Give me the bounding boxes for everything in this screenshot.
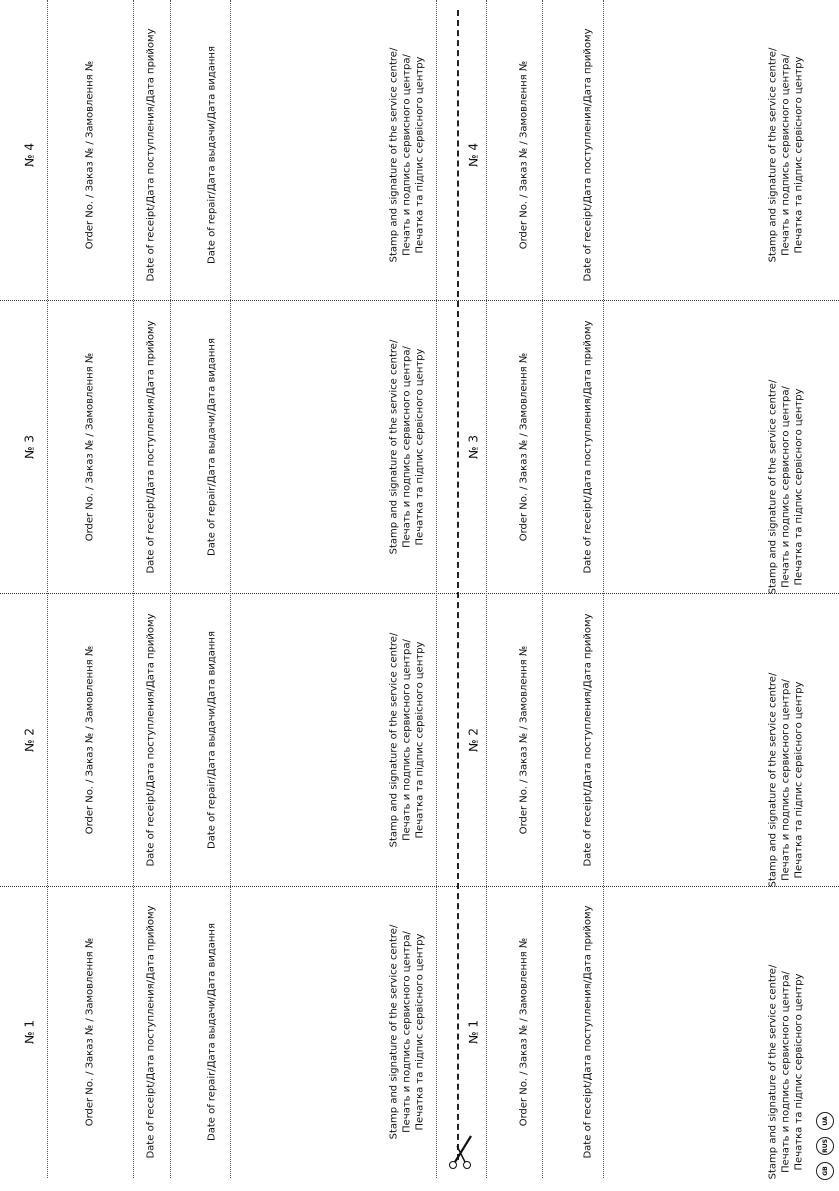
stamp-line: Печатка та підпис сервісного центру [414,641,426,839]
date-repair-label: Date of repair/Дата выдачи/Дата видання [206,338,218,556]
date-repair-label: Date of repair/Дата выдачи/Дата видання [206,631,218,849]
stamp-line: Печать и подпись сервисного центра/ [780,54,792,256]
date-receipt-label: Date of receipt/Дата поступления/Дата прийому [145,613,157,867]
stamp-line: Stamp and signature of the service centre/ [767,379,779,595]
stamp-line: Печатка та підпис сервісного центру [414,348,426,546]
date-receipt-label: Date of receipt/Дата поступления/Дата прийому [145,905,157,1159]
language-badge-ua: UA [816,1112,834,1130]
date-receipt-label: Date of receipt/Дата поступления/Дата прийому [145,28,157,282]
stamp-label [388,48,427,263]
coupon-number: № 4 [466,143,481,167]
order-no-label: Order No. / Заказ № / Замовлення № [518,937,530,1127]
stamp-line: Stamp and signature of the service centre/ [767,964,779,1180]
date-receipt-label: Date of receipt/Дата поступления/Дата прийому [582,28,594,282]
stamp-line: Печатка та підпис сервісного центру [414,56,426,254]
stamp-line: Печатка та підпис сервісного центру [793,388,805,586]
coupon-number: № 3 [466,435,481,459]
stamp-line: Печать и подпись сервисного центра/ [780,971,792,1173]
cut-line [457,10,459,1160]
stamp-line: Печать и подпись сервисного центра/ [780,679,792,881]
date-receipt-label: Date of receipt/Дата поступления/Дата прийому [582,905,594,1159]
stamp-label [767,673,806,888]
column-divider [230,0,231,1178]
stamp-line: Stamp and signature of the service centre/ [388,339,400,555]
language-badge-rus: RUS [816,1137,834,1155]
stamp-label [388,633,427,848]
column-divider [170,0,171,1178]
coupon-number: № 1 [466,1020,481,1044]
stamp-line: Печатка та підпис сервісного центру [414,933,426,1131]
stamp-line: Печатка та підпис сервісного центру [793,973,805,1171]
coupon-number: № 1 [22,1020,37,1044]
date-repair-label: Date of repair/Дата выдачи/Дата видання [206,923,218,1141]
stamp-line: Stamp and signature of the service centre/ [767,47,779,263]
order-no-label: Order No. / Заказ № / Замовлення № [518,352,530,542]
stamp-label [767,965,806,1180]
stamp-label [767,48,806,263]
stamp-line: Печать и подпись сервисного центра/ [401,931,413,1133]
order-no-label: Order No. / Заказ № / Замовлення № [84,645,96,835]
stamp-line: Stamp and signature of the service centre/ [388,47,400,263]
coupon-number: № 2 [466,728,481,752]
date-receipt-label: Date of receipt/Дата поступления/Дата прийому [145,320,157,574]
stamp-line: Печатка та підпис сервісного центру [793,56,805,254]
date-receipt-label: Date of receipt/Дата поступления/Дата прийому [582,320,594,574]
date-receipt-label: Date of receipt/Дата поступления/Дата прийому [582,613,594,867]
scissors-icon [444,1132,476,1172]
stamp-line: Stamp and signature of the service centre/ [388,632,400,848]
coupon-number: № 4 [22,143,37,167]
order-no-label: Order No. / Заказ № / Замовлення № [518,60,530,250]
column-divider [603,0,604,1178]
order-no-label: Order No. / Заказ № / Замовлення № [518,645,530,835]
column-divider [486,0,487,1178]
stamp-line: Печать и подпись сервисного центра/ [401,346,413,548]
stamp-line: Печать и подпись сервисного центра/ [401,639,413,841]
language-badge-gb: GB [816,1162,834,1180]
coupon-separator [0,886,839,887]
coupon-separator [0,300,839,301]
date-repair-label: Date of repair/Дата выдачи/Дата видання [206,46,218,264]
column-divider [47,0,48,1178]
column-divider [542,0,543,1178]
stamp-line: Stamp and signature of the service centre/ [388,924,400,1140]
order-no-label: Order No. / Заказ № / Замовлення № [84,352,96,542]
stamp-line: Печать и подпись сервисного центра/ [401,54,413,256]
stamp-line: Печать и подпись сервисного центра/ [780,386,792,588]
order-no-label: Order No. / Заказ № / Замовлення № [84,60,96,250]
stamp-line: Stamp and signature of the service centre/ [767,672,779,888]
stamp-label [388,925,427,1140]
coupon-separator [0,593,839,594]
column-divider [436,0,437,1178]
stamp-label [767,380,806,595]
stamp-label [388,340,427,555]
column-divider [133,0,134,1178]
coupon-number: № 3 [22,435,37,459]
stamp-line: Печатка та підпис сервісного центру [793,681,805,879]
coupon-number: № 2 [22,728,37,752]
order-no-label: Order No. / Заказ № / Замовлення № [84,937,96,1127]
